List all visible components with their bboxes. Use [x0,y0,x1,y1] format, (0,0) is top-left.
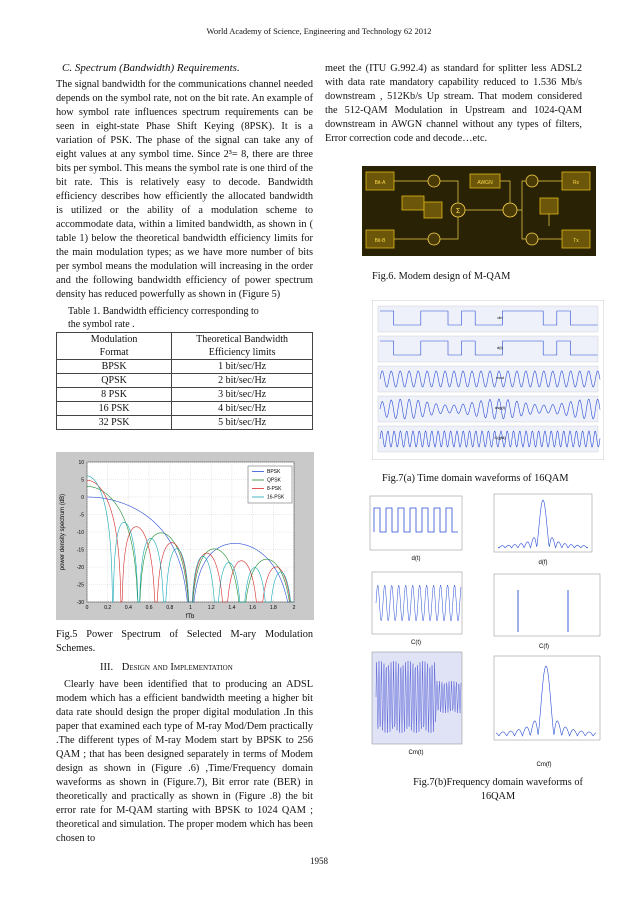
table-cell: 8 PSK [57,388,172,402]
y-tick-label: -10 [76,530,84,536]
x-tick-label: 0 [85,605,89,611]
x-tick-label: 0.4 [124,605,132,611]
demod-multiplier [526,233,538,245]
table-cell: 2 bit/sec/Hz [172,374,313,388]
page-number: 1958 [310,856,328,866]
fig7b-frequency-waveforms [368,492,608,772]
x-tick-label: 2 [292,605,296,611]
table-row [57,416,313,430]
sum-symbol: Σ [455,207,461,215]
adder-node [503,203,517,217]
y-tick-label: -20 [76,565,84,571]
oscillator-block [424,202,442,218]
wave-label-4: dsg(t) [494,405,506,410]
fig7a-caption: Fig.7(a) Time domain waveforms of 16QAM [382,473,569,484]
label-c-t: C(t) [411,640,421,646]
wave-label-5: C(gfd) [494,435,506,440]
demod-multiplier [526,175,538,187]
left-paragraph-1: The signal bandwidth for the communications channel needed depends on the symbol rate, not on the bit rate. An example of how symbol rate influences spectrum requirements can be seen in eight-state Phase Shift Keying (8PSK). It is a variation of PSK. The phase of the signal can take any of eight values at any symbol time. Since 2³= 8, there are three bits per symbol. This means the symbol rate is one third of the bit rate. This is relatively easy to decode. Bandwidth efficiency describes how efficiently the allocated bandwidth is utilized or the ability of a modulation scheme to accommodate data, within a limited bandwidth, as shown in ( table 1) below the theoretical bandwidth efficiency limits for the main modulation types; as we have more number of bits per symbol means the modulation will increasing in the order and the following bandwidth efficiency of power spectrum density has reduced powerfully as shown in (Figure 5) [56,79,313,300]
plot-c-t [372,572,462,634]
x-tick-label: 0.2 [104,605,112,611]
splitter-block [402,196,424,210]
label-cm-t: Cm(t) [408,750,424,756]
wave-panel [378,336,598,362]
table-caption [68,305,259,331]
table-cell: 3 bit/sec/Hz [172,388,313,402]
plot-c-f [494,574,600,636]
table-caption-line-2: the symbol rate . [68,319,135,330]
section-3-heading [100,662,233,673]
fig5-power-spectrum-chart [56,452,314,620]
right-paragraph-1: meet the (ITU G.992.4) as standard for splitter less ADSL2 with data rate mandatory capability reduced to 1.536 Mb/s downstream , 512Kb/s Up stream. That modem considered the 512-QAM Modulation in Upstream and 1024-QAM downstream in AWGN channel without any types of filters, Error correction code and decode…etc. [325,63,582,144]
table-cell: 32 PSK [57,416,172,430]
rx-label: Rx [572,180,580,186]
section-3-number: III. [100,662,114,673]
table-row [57,360,313,374]
x-tick-label: 1.8 [269,605,277,611]
table-header-efficiency-1: Theoretical Bandwidth [172,333,313,347]
x-tick-label: 1 [189,605,192,611]
table-header-efficiency-2: Efficiency limits [172,346,313,360]
legend-entry: 16-PSK [267,494,285,501]
x-tick-label: 0.8 [166,605,174,611]
tx-label: Tx [573,238,579,244]
table-cell: 16 PSK [57,402,172,416]
y-tick-label: 5 [81,477,84,484]
awgn-label: AWGN [477,180,493,186]
plot-d-f [494,494,592,552]
bit-b-label: Bit-B [374,238,386,244]
label-d-f: d(f) [538,560,548,566]
legend-entry: BPSK [267,469,281,475]
table-header-modulation-2: Format [57,346,172,360]
x-tick-label: 1.4 [228,605,236,611]
legend-entry: QPSK [267,477,281,484]
fig6-modem-diagram [362,166,596,256]
table-cell: 1 bit/sec/Hz [172,360,313,374]
table-cell: 5 bit/sec/Hz [172,416,313,430]
y-tick-label: -5 [79,512,84,519]
table-cell: BPSK [57,360,172,374]
y-tick-label: 10 [78,460,84,466]
label-cm-f: Cm(f) [536,762,552,768]
x-tick-label: 1.2 [207,605,215,611]
fig7b-caption [398,776,598,804]
y-axis-label: power density spectrum (dB) [60,493,66,571]
wave-label-3: mod [496,375,504,380]
bit-a-label: Bit-A [374,180,386,186]
section-3-title: Design and Implementation [121,662,233,673]
x-tick-label: 0.6 [145,605,153,611]
multiplier-node [428,233,440,245]
fig7b-caption-line-1: Fig.7(b)Frequency domain waveforms of [413,777,583,788]
y-tick-label: -25 [76,582,84,589]
label-d-t: d(t) [411,556,421,562]
wave-label-1: din [497,315,503,320]
y-tick-label: 0 [81,495,84,501]
wave-panel [378,426,598,452]
fig7b-caption-line-2: 16QAM [480,791,516,802]
y-tick-label: -15 [76,547,84,554]
filter-block [540,198,558,214]
chart-legend [248,466,292,503]
table-caption-line-1: Table 1. Bandwidth efficiency corresponding to [68,306,259,317]
table-header-modulation-1: Modulation [57,333,172,347]
legend-entry: 8-PSK [267,486,282,492]
table-cell: QPSK [57,374,172,388]
wave-label-2: d(t) [497,345,503,350]
running-head: World Academy of Science, Engineering and Technology 62 2012 [206,26,432,36]
section-title-c: C. Spectrum (Bandwidth) Requirements. [62,62,240,74]
waveform-traces [378,306,600,452]
bandwidth-table [56,332,313,430]
fig5-caption: Fig.5 Power Spectrum of Selected M-ary Modulation Schemes. [56,629,313,654]
y-tick-label: -30 [76,600,84,606]
table-cell: 4 bit/sec/Hz [172,402,313,416]
label-c-f: C(f) [539,644,549,650]
table-row [57,374,313,388]
table-row [57,402,313,416]
fig7a-time-waveforms [372,300,604,460]
x-axis-label: fTb [185,614,195,620]
table-row [57,388,313,402]
left-paragraph-2: Clearly have been identified that to producing an ADSL modem which has a efficient bandwidth meeting a higher bit data rate should design the proper digital modulation .In this paper that examined each type of M-ray Mod/Dem practically .The different types of M-ray Modem start by BPSK to 256 QAM ; that has been designed separately in terms of Modem design as shown in (Figure .6) ,Time/Frequency domain waveforms as shown in (Figure.7), Bit error rate (BER) in theoretically and practically as shown in (Figure .8) the bit error rate for M-QAM starting with BPSK to 1024 QAM ; theoretical and simulation. The proper modem which has been chosen to [56,679,313,844]
fig6-caption: Fig.6. Modem design of M-QAM [372,271,511,282]
multiplier-node [428,175,440,187]
wave-panel [378,306,598,332]
x-tick-label: 1.6 [249,605,257,611]
